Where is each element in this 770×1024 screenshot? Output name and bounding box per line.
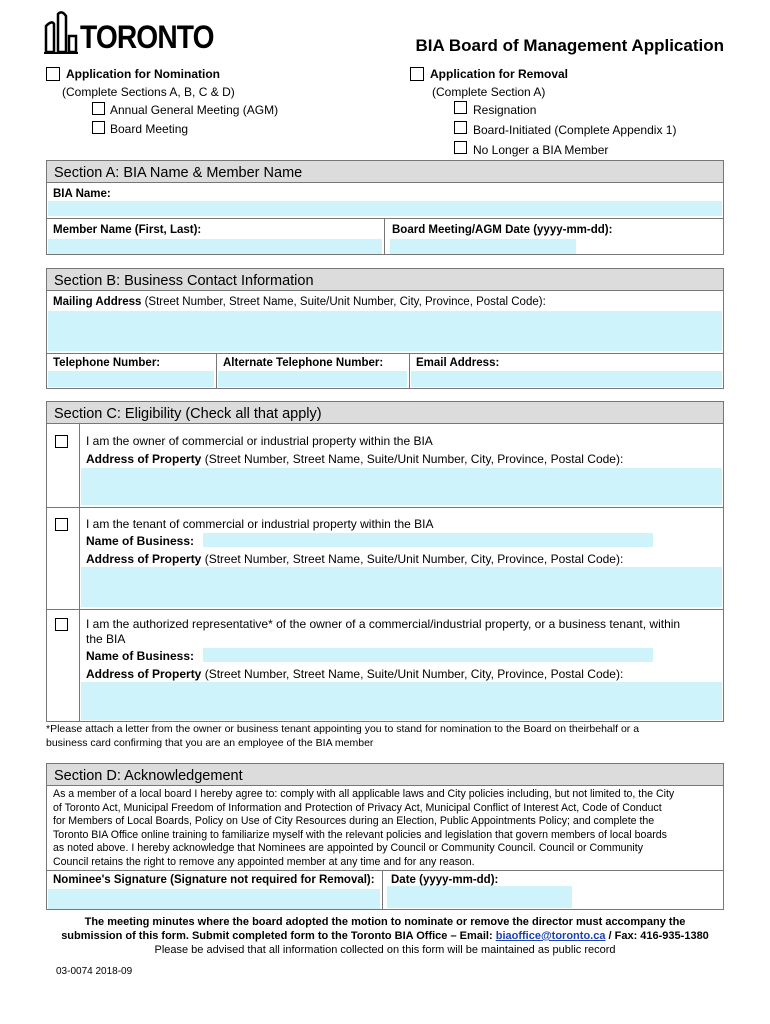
address-hint: (Street Number, Street Name, Suite/Unit Number, City, Province, Postal Code): — [201, 552, 624, 566]
section-c-title-text: Section C: Eligibility — [54, 406, 182, 422]
footnote-1: *Please attach a letter from the owner or business tenant appointing you to stand for nomination to the Board on theirbehalf or a — [46, 723, 640, 735]
member-name-field[interactable] — [48, 239, 382, 254]
alt-telephone-label: Alternate Telephone Number: — [223, 357, 384, 369]
footer-line-1: The meeting minutes where the board adopted the motion to nominate or remove the director must accompany the — [84, 916, 686, 928]
section-c-title-hint: (Check all that apply) — [181, 406, 322, 422]
alt-telephone-field[interactable] — [218, 371, 407, 387]
nomination-label: Application for Nomination — [66, 67, 220, 81]
section-a — [46, 160, 724, 255]
no-longer-member-checkbox[interactable] — [454, 141, 467, 154]
section-a-title: Section A: BIA Name & Member Name — [47, 161, 723, 183]
telephone-label: Telephone Number: — [53, 357, 161, 369]
member-name-label: Member Name (First, Last): — [53, 224, 202, 236]
address-label: Address of Property — [86, 667, 202, 681]
representative-checkbox[interactable] — [55, 618, 68, 631]
date-field[interactable] — [387, 886, 572, 908]
nomination-checkbox[interactable] — [46, 67, 60, 81]
removal-label: Application for Removal — [430, 67, 569, 81]
divider — [47, 507, 723, 508]
acknowledgement-line: for Members of Local Boards, Policy on Use of City Resources during an Election, Public Appointments Policy; and complete the — [53, 815, 655, 828]
tenant-address-label — [86, 552, 623, 566]
toronto-logo — [44, 10, 214, 55]
rep-business-label: Name of Business: — [86, 649, 195, 663]
board-initiated-label: Board-Initiated (Complete Appendix 1) — [473, 123, 677, 137]
acknowledgement-line: of Toronto Act, Municipal Freedom of Information and Protection of Privacy Act, Municipal Conflict of Interest Act, Code of Conduct — [53, 801, 662, 814]
owner-text: I am the owner of commercial or industrial property within the BIA — [86, 434, 433, 448]
board-initiated-checkbox[interactable] — [454, 121, 467, 134]
telephone-field[interactable] — [48, 371, 214, 387]
divider — [382, 870, 383, 910]
nomination-note: (Complete Sections A, B, C & D) — [62, 85, 235, 99]
owner-checkbox[interactable] — [55, 435, 68, 448]
acknowledgement-line: Toronto BIA Office online training to familiarize myself with the relevant policies and legislation that govern members of local boards — [53, 828, 667, 841]
divider — [47, 870, 723, 871]
section-d — [46, 763, 724, 910]
section-c-title — [47, 402, 723, 424]
divider — [47, 353, 723, 354]
signature-field[interactable] — [48, 889, 380, 909]
rep-business-field[interactable] — [203, 648, 653, 662]
board-meeting-label: Board Meeting — [110, 122, 189, 136]
bia-name-field[interactable] — [48, 201, 722, 216]
divider — [384, 218, 385, 254]
no-longer-member-label: No Longer a BIA Member — [473, 143, 609, 157]
rep-address-field[interactable] — [81, 682, 722, 720]
owner-address-label — [86, 452, 623, 466]
address-label: Address of Property — [86, 452, 202, 466]
divider — [47, 218, 723, 219]
city-hall-icon — [44, 10, 78, 54]
email-label: Email Address: — [416, 357, 500, 369]
removal-checkbox[interactable] — [410, 67, 424, 81]
footer-line-3: Please be advised that all information collected on this form will be maintained as public record — [154, 944, 616, 956]
agm-checkbox[interactable] — [92, 102, 105, 115]
section-b-title: Section B: Business Contact Information — [47, 269, 723, 291]
logo-wordmark: TORONTO — [80, 19, 214, 55]
divider — [79, 424, 80, 722]
meeting-date-label: Board Meeting/AGM Date (yyyy-mm-dd): — [392, 224, 613, 236]
acknowledgement-line: Council retains the right to remove any appointed member at any time and for any reason. — [53, 855, 475, 868]
tenant-address-field[interactable] — [81, 567, 722, 607]
resignation-label: Resignation — [473, 103, 537, 117]
footer-line-2a: submission of this form. Submit completed form to the Toronto BIA Office – Email: — [61, 930, 496, 942]
divider — [409, 353, 410, 389]
divider — [216, 353, 217, 389]
mailing-hint: (Street Number, Street Name, Suite/Unit Number, City, Province, Postal Code): — [141, 296, 546, 308]
meeting-date-field[interactable] — [390, 239, 576, 254]
address-label: Address of Property — [86, 552, 202, 566]
owner-address-field[interactable] — [81, 468, 722, 505]
acknowledgement-text — [53, 788, 674, 870]
tenant-business-field[interactable] — [203, 533, 653, 547]
mailing-label: Mailing Address — [53, 296, 142, 308]
board-meeting-checkbox[interactable] — [92, 121, 105, 134]
address-hint: (Street Number, Street Name, Suite/Unit Number, City, Province, Postal Code): — [201, 452, 624, 466]
tenant-checkbox[interactable] — [55, 518, 68, 531]
representative-text-1: I am the authorized representative* of the owner of a commercial/industrial property, or a business tenant, within — [86, 617, 681, 631]
rep-address-label — [86, 667, 623, 681]
footer-line-2 — [0, 930, 770, 942]
bia-name-label: BIA Name: — [53, 188, 111, 200]
email-field[interactable] — [411, 371, 722, 387]
footnote-2: business card confirming that you are an employee of the BIA member — [46, 737, 374, 749]
mailing-address-field[interactable] — [48, 311, 722, 351]
mailing-address-label — [53, 296, 546, 308]
address-hint: (Street Number, Street Name, Suite/Unit Number, City, Province, Postal Code): — [201, 667, 624, 681]
section-b — [46, 268, 724, 389]
removal-note: (Complete Section A) — [432, 85, 546, 99]
date-label: Date (yyyy-mm-dd): — [391, 874, 499, 886]
divider — [47, 609, 723, 610]
signature-label: Nominee's Signature (Signature not required for Removal): — [53, 874, 375, 886]
form-title: BIA Board of Management Application — [415, 36, 724, 55]
acknowledgement-line: as noted above. I hereby acknowledge that Nominees are appointed by Council or Community Council. Council or Community — [53, 842, 644, 855]
representative-text-2: the BIA — [86, 632, 126, 646]
acknowledgement-line: As a member of a local board I hereby agree to: comply with all applicable laws and City policies including, but not limited to, the City — [53, 788, 675, 800]
tenant-business-label: Name of Business: — [86, 534, 195, 548]
email-link[interactable]: biaoffice@toronto.ca — [495, 930, 606, 942]
agm-label: Annual General Meeting (AGM) — [110, 103, 279, 117]
form-code: 03-0074 2018-09 — [56, 966, 133, 977]
tenant-text: I am the tenant of commercial or industrial property within the BIA — [86, 517, 434, 531]
footer-line-2b: / Fax: 416-935-1380 — [605, 930, 709, 942]
section-c — [46, 401, 724, 722]
resignation-checkbox[interactable] — [454, 101, 467, 114]
section-d-title: Section D: Acknowledgement — [47, 764, 723, 786]
